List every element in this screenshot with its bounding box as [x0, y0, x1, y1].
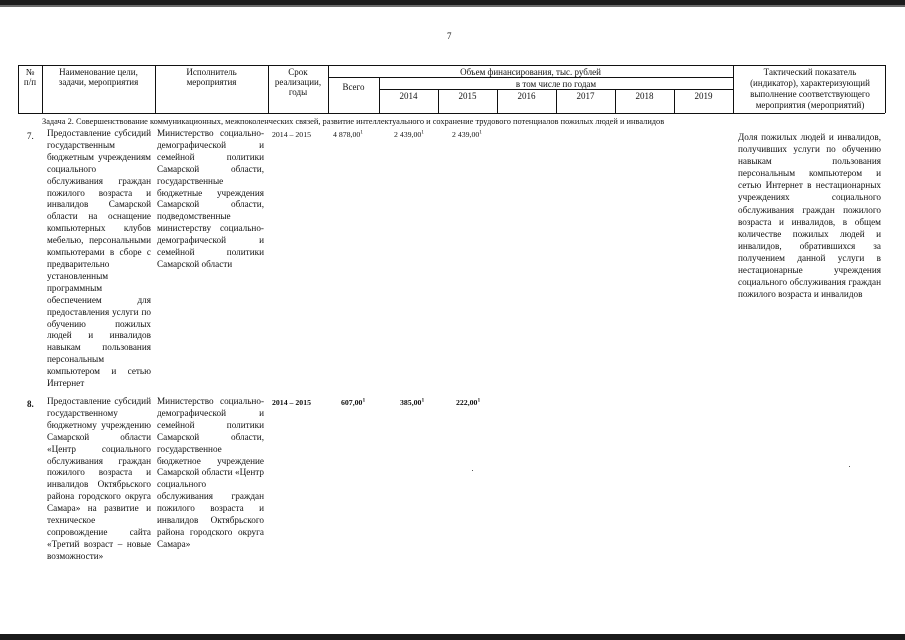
- row-term: 2014 – 2015: [272, 130, 311, 139]
- row-total: 607,00$^1$: [341, 397, 366, 407]
- row-name: Предоставление субсидий государственным бюджетным учреждениям социального обслуживания граждан пожилого возраста и инвалидов Самарской области на оснащение компьютерных клубов мебелью, персональными компьютерами в сборе с предварительно установленным программным обеспечением для предоставления услуги по обучению пожилых людей и инвалидов навыкам пользования персональным компьютером и сетью Интернет: [47, 128, 151, 389]
- row-term: 2014 – 2015: [272, 398, 311, 407]
- row-2014: 2 439,00$^1$: [394, 129, 425, 139]
- row-2015: 222,00$^1$: [456, 397, 481, 407]
- scan-speck: [472, 470, 473, 471]
- header-year-2017: 2017: [576, 91, 595, 101]
- header-by-years: в том числе по годам: [515, 79, 597, 89]
- header-total: Всего: [342, 82, 365, 92]
- header-year-2015: 2015: [458, 91, 477, 101]
- header-number: № п/п: [23, 67, 37, 87]
- row-number: 7.: [27, 131, 34, 141]
- task-heading: Задача 2. Совершенствование коммуникационных, межпоколенческих связей, развитие интеллектуального и сохранение трудового потенциалов пожилых людей и инвалидов: [42, 117, 665, 126]
- scan-bottom-edge: [0, 634, 905, 640]
- row-total: 4 878,00$^1$: [333, 129, 364, 139]
- row-name: Предоставление субсидий государственному бюджетному учреждению Самарской области «Центр социального обслуживания граждан пожилого возраста и инвалидов Октябрьского района городского округа Самара» на развитие и техническое сопровождение сайта «Третий возраст – новые возможности»: [47, 396, 151, 561]
- row-executor: Министерство социально-демографической и семейной политики Самарской области, государственные бюджетные учреждения Самарской области, подведомственные министерству социально-демографической и семейной политики Самарской области: [157, 128, 264, 269]
- header-year-2019: 2019: [694, 91, 713, 101]
- row-indicator: Доля пожилых людей и инвалидов, получивших услуги по обучению навыкам пользования персональным компьютером и сетью Интернет в нестационарных учреждениях социального обслуживания граждан пожилого возраста и инвалидов, в общем количестве пожилых людей и инвалидов, обратившихся за получением данной услуги в нестационарные учреждения социального обслуживания граждан пожилого возраста и инвалидов: [738, 132, 881, 300]
- header-name: Наименование цели, задачи, мероприятия: [58, 67, 139, 87]
- header-year-2014: 2014: [399, 91, 418, 101]
- header-indicator: Тактический показатель (индикатор), характеризующий выполнение соответствующего мероприятия (мероприятий): [750, 67, 870, 110]
- scan-top-shadow: [0, 5, 905, 7]
- header-year-2018: 2018: [635, 91, 654, 101]
- header-executor: Исполнитель мероприятия: [186, 67, 237, 87]
- scan-speck: [849, 466, 850, 467]
- row-executor: Министерство социально-демографической и семейной политики Самарской области, государственное бюджетное учреждение Самарской области «Центр социального обслуживания граждан пожилого возраста и инвалидов Октябрьского района городского округа Самара»: [157, 396, 264, 549]
- header-funding: Объем финансирования, тыс. рублей: [460, 67, 601, 77]
- row-number: 8.: [27, 399, 34, 409]
- page-number: 7: [447, 31, 452, 41]
- header-term: Срок реализации, годы: [274, 67, 322, 97]
- row-2015: 2 439,00$^1$: [452, 129, 483, 139]
- row-2014: 385,00$^1$: [400, 397, 425, 407]
- header-year-2016: 2016: [517, 91, 536, 101]
